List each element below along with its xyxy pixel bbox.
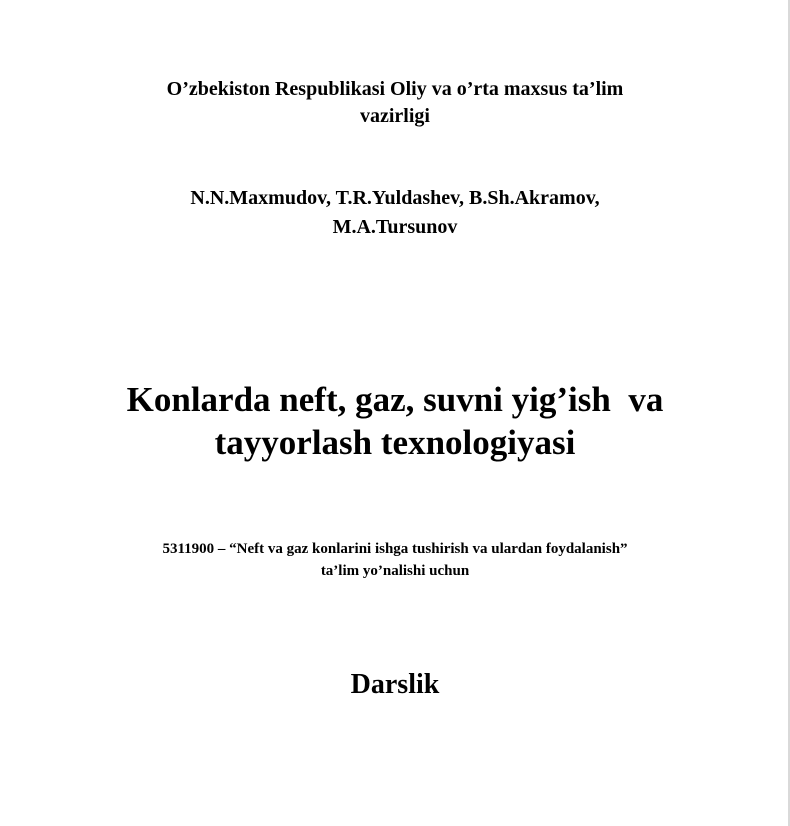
title-line-2: tayyorlash texnologiyasi (214, 423, 576, 462)
ministry-heading (0, 76, 790, 130)
document-type: Darslik (350, 669, 440, 700)
specialty-line-1: 5311900 – “Neft va gaz konlarini ishga tushirish va ulardan foydalanish” (162, 541, 628, 557)
authors-line-2: M.A.Tursunov (332, 216, 458, 238)
title-line-1: Konlarda neft, gaz, suvni yig’ish va (126, 380, 664, 419)
authors-line-1: N.N.Maxmudov, T.R.Yuldashev, B.Sh.Akramov, (190, 187, 600, 209)
specialty-note (0, 538, 790, 582)
book-title (0, 378, 790, 464)
ministry-line-1: O’zbekiston Respublikasi Oliy va o’rta maxsus ta’lim (166, 78, 624, 100)
ministry-line-2: vazirligi (360, 105, 430, 127)
authors (0, 184, 790, 242)
specialty-line-2: ta’lim yo’nalishi uchun (320, 563, 470, 579)
